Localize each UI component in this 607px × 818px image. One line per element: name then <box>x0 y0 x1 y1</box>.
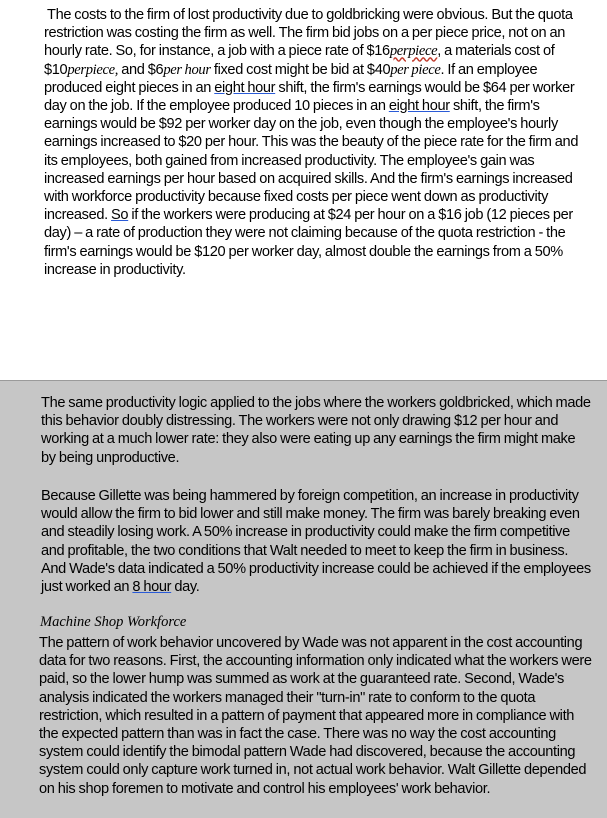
paragraph-foreign-competition <box>41 487 593 596</box>
italic-run: per piece <box>390 61 441 78</box>
underlined-run: 8 hour <box>132 579 172 596</box>
underlined-run: So <box>111 207 129 224</box>
text-run: and $6 <box>118 61 164 78</box>
text-run: fixed cost might be bid at $40 <box>210 61 391 78</box>
text-run: if the workers were producing at $24 per hour on a $16 job (12 pieces per day) – a rate of production they were not claiming because of the quota restriction - the firm's earnings would be $120 per worker day, almost double the earnings from a 50% increase in productivity. <box>44 207 573 278</box>
text-run: shift, the firm's earnings would be $92 per worker day on the job, even though the employee's hourly earnings increased to $20 per hour. This was the beauty of the piece rate for the firm and its employees, both gained from increased productivity. The employee's gain was increased earnings per hour based on acquired skills. And the firm's earnings increased with workforce productivity because fixed costs per piece went down as productivity increased. <box>44 98 579 224</box>
page-upper <box>0 0 607 380</box>
text-run: . If an employee produced eight pieces in an <box>44 61 538 96</box>
underlined-run: eight hour <box>388 98 450 115</box>
italic-run: perpiece, <box>67 61 119 78</box>
paragraph-work-behavior: The pattern of work behavior uncovered by Wade was not apparent in the cost accounting data for two reasons. First, the accounting information only indicated what the workers were paid, so the lower hump was summed as work at the guaranteed rate. Second, Wade's analysis indicated the workers managed their "turn-in" rate to conform to the quota restriction, which resulted in a pattern of payment that appeared more in compliance with the expected pattern than was in fact the case. There was no way the cost accounting system could identify the bimodal pattern Wade had discovered, because the accounting system could only capture work turned in, not actual work behavior. Walt Gillette depended on his shop foremen to motivate and control his employees' work behavior. <box>39 635 592 797</box>
italic-run: per hour <box>163 61 211 78</box>
text-run: Because Gillette was being hammered by foreign competition, an increase in productivity would allow the firm to bid lower and still make money. The firm was barely breaking even and steadily losing work. A 50% increase in productivity could make the firm competitive and profitable, the two conditions that Walt needed to meet to keep the firm in business. And Wade's data indicated a 50% productivity increase could be achieved if the employees just worked an <box>41 488 591 596</box>
text-run: , a materials cost of $10 <box>44 43 555 78</box>
text-run: shift, the firm's earnings would be $64 per worker day on the job. If the employee produced 10 pieces in an <box>44 79 575 115</box>
text-run: The costs to the firm of lost productivity due to goldbricking were obvious. But the quota restriction was costing the firm as well. The firm bid jobs on a per piece price, not on an hourly rate. So, for instance, a job with a piece rate of $16 <box>44 7 573 60</box>
underlined-run: eight hour <box>214 79 276 96</box>
paragraph-goldbricking: The same productivity logic applied to the jobs where the workers goldbricked, which made this behavior doubly distressing. The workers were not only drawing $12 per hour and working at a much lower rate: they also were eating up any earnings the firm might make by being unproductive. <box>41 395 591 466</box>
text-run: day. <box>171 579 200 596</box>
italic-run: perpiece <box>389 43 438 60</box>
paragraph-piece-rate <box>44 6 592 279</box>
page-lower <box>0 380 607 818</box>
section-heading: Machine Shop Workforce <box>40 614 187 630</box>
